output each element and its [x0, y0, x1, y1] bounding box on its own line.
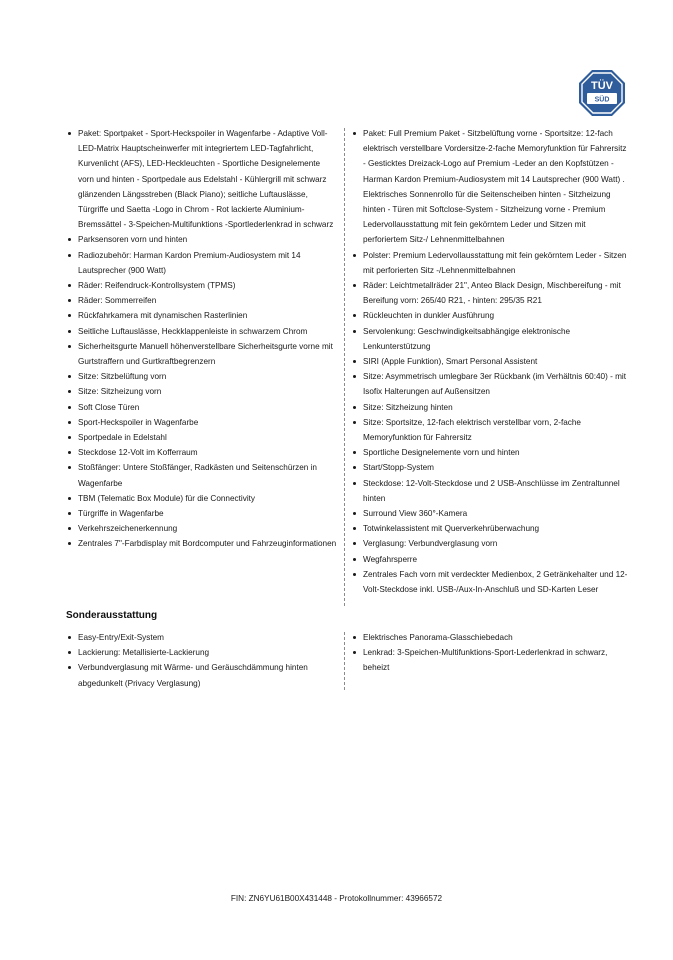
list-item: Räder: Leichtmetallräder 21", Anteo Black Design, Mischbereifung - mit Bereifung vorn: 265/40 R21, - hinten: 295/35 R21 — [351, 278, 631, 308]
list-item: Sitze: Asymmetrisch umlegbare 3er Rückbank (im Verhältnis 60:40) - mit Isofix Halterungen auf Außensitzen — [351, 369, 631, 399]
list-item: Sportpedale in Edelstahl — [66, 430, 338, 445]
sonder-right-item-list — [351, 630, 631, 676]
left-item-list — [66, 126, 338, 552]
list-item: Rückfahrkamera mit dynamischen Rasterlinien — [66, 308, 338, 323]
right-item-list — [351, 126, 631, 597]
list-item: Soft Close Türen — [66, 400, 338, 415]
list-item: Paket: Sportpaket - Sport-Heckspoiler in Wagenfarbe - Adaptive Voll-LED-Matrix Hauptscheinwerfer mit integriertem LED-Tagfahrlicht, Kurvenlicht (AFS), LED-Heckleuchten - Sportliche Designelemente vorn und hinten - Sportpedale aus Edelstahl - Kühlergrill mit schwarz glänzenden Längsstreben (Black Piano); seitliche Luftauslässe, Türgriffe und Saetta -Logo in Chrom - Rot lackierte Aluminium-Bremssättel - 3-Speichen-Multifunktions -Sportlederlenkrad in schwarz — [66, 126, 338, 232]
list-item: Sport-Heckspoiler in Wagenfarbe — [66, 415, 338, 430]
list-item: Verbundverglasung mit Wärme- und Geräuschdämmung hinten abgedunkelt (Privacy Verglasung) — [66, 660, 338, 690]
list-item: Start/Stopp-System — [351, 460, 631, 475]
section-title-sonderausstattung: Sonderausstattung — [66, 610, 158, 621]
list-item: Verglasung: Verbundverglasung vorn — [351, 536, 631, 551]
list-item: Stoßfänger: Untere Stoßfänger, Radkästen und Seitenschürzen in Wagenfarbe — [66, 460, 338, 490]
list-item: Türgriffe in Wagenfarbe — [66, 506, 338, 521]
sonder-list-right — [351, 630, 631, 676]
list-item: Rückleuchten in dunkler Ausführung — [351, 308, 631, 323]
tuv-sud-logo-icon — [578, 69, 626, 117]
sonder-list-left — [66, 630, 338, 691]
badge-line2: SÜD — [594, 96, 610, 104]
list-item: Sportliche Designelemente vorn und hinten — [351, 445, 631, 460]
list-item: Sitze: Sportsitze, 12-fach elektrisch verstellbar vorn, 2-fache Memoryfunktion für Fahrersitz — [351, 415, 631, 445]
list-item: Totwinkelassistent mit Querverkehrüberwachung — [351, 521, 631, 536]
list-item: Parksensoren vorn und hinten — [66, 232, 338, 247]
column-divider — [344, 128, 345, 606]
sonder-left-item-list — [66, 630, 338, 691]
list-item: Easy-Entry/Exit-System — [66, 630, 338, 645]
list-item: Verkehrszeichenerkennung — [66, 521, 338, 536]
list-item: Sicherheitsgurte Manuell höhenverstellbare Sicherheitsgurte vorne mit Gurtstraffern und Gurtkraftbegrenzern — [66, 339, 338, 369]
list-item: TBM (Telematic Box Module) für die Connectivity — [66, 491, 338, 506]
list-item: Zentrales 7"-Farbdisplay mit Bordcomputer und Fahrzeuginformationen — [66, 536, 338, 551]
list-item: Räder: Sommerreifen — [66, 293, 338, 308]
footer-vin-protocol: FIN: ZN6YU61B00X431448 - Protokollnummer: 43966572 — [230, 894, 443, 903]
list-item: Radiozubehör: Harman Kardon Premium-Audiosystem mit 14 Lautsprecher (900 Watt) — [66, 248, 338, 278]
list-item: Paket: Full Premium Paket - Sitzbelüftung vorne - Sportsitze: 12-fach elektrisch verstellbare Vordersitze-2-fache Memoryfunktion für Fahrersitz - Gesticktes Dreizack-Logo auf Premium -Leder an den Kopfstützen - Harman Kardon Premium-Audiosystem mit 14 Lautsprecher (900 Watt) . Elektrisches Sonnenrollo für die Seitenscheiben hinten - Sitzheizung hinten - Türen mit Softclose-System - Sitzheizung vorne - Premium Ledervollausstattung mit fein gekörntem Leder und Sitzen mit perforiertem Sitz-/ Lehnenmittelbahnen — [351, 126, 631, 248]
list-item: Lackierung: Metallisierte-Lackierung — [66, 645, 338, 660]
list-item: SIRI (Apple Funktion), Smart Personal Assistent — [351, 354, 631, 369]
list-item: Steckdose 12-Volt im Kofferraum — [66, 445, 338, 460]
list-item: Sitze: Sitzheizung vorn — [66, 384, 338, 399]
list-item: Seitliche Luftauslässe, Heckklappenleiste in schwarzem Chrom — [66, 324, 338, 339]
list-item: Wegfahrsperre — [351, 552, 631, 567]
list-item: Steckdose: 12-Volt-Steckdose und 2 USB-Anschlüsse im Zentraltunnel hinten — [351, 476, 631, 506]
list-item: Sitze: Sitzheizung hinten — [351, 400, 631, 415]
list-item: Surround View 360°-Kamera — [351, 506, 631, 521]
list-item: Elektrisches Panorama-Glasschiebedach — [351, 630, 631, 645]
column-divider-sonder — [344, 632, 345, 690]
list-item: Servolenkung: Geschwindigkeitsabhängige elektronische Lenkunterstützung — [351, 324, 631, 354]
equipment-list-left — [66, 126, 338, 552]
list-item: Zentrales Fach vorn mit verdeckter Medienbox, 2 Getränkehalter und 12-Volt-Steckdose inkl. USB-/Aux-In-Anschluß und SD-Karten Leser — [351, 567, 631, 597]
list-item: Sitze: Sitzbelüftung vorn — [66, 369, 338, 384]
badge-line1: TÜV — [591, 80, 613, 92]
list-item: Lenkrad: 3-Speichen-Multifunktions-Sport-Lederlenkrad in schwarz, beheizt — [351, 645, 631, 675]
list-item: Polster: Premium Ledervollausstattung mit fein gekörntem Leder - Sitzen mit perforierten Sitz -/Lehnenmittelbahnen — [351, 248, 631, 278]
equipment-list-right — [351, 126, 631, 597]
list-item: Räder: Reifendruck-Kontrollsystem (TPMS) — [66, 278, 338, 293]
